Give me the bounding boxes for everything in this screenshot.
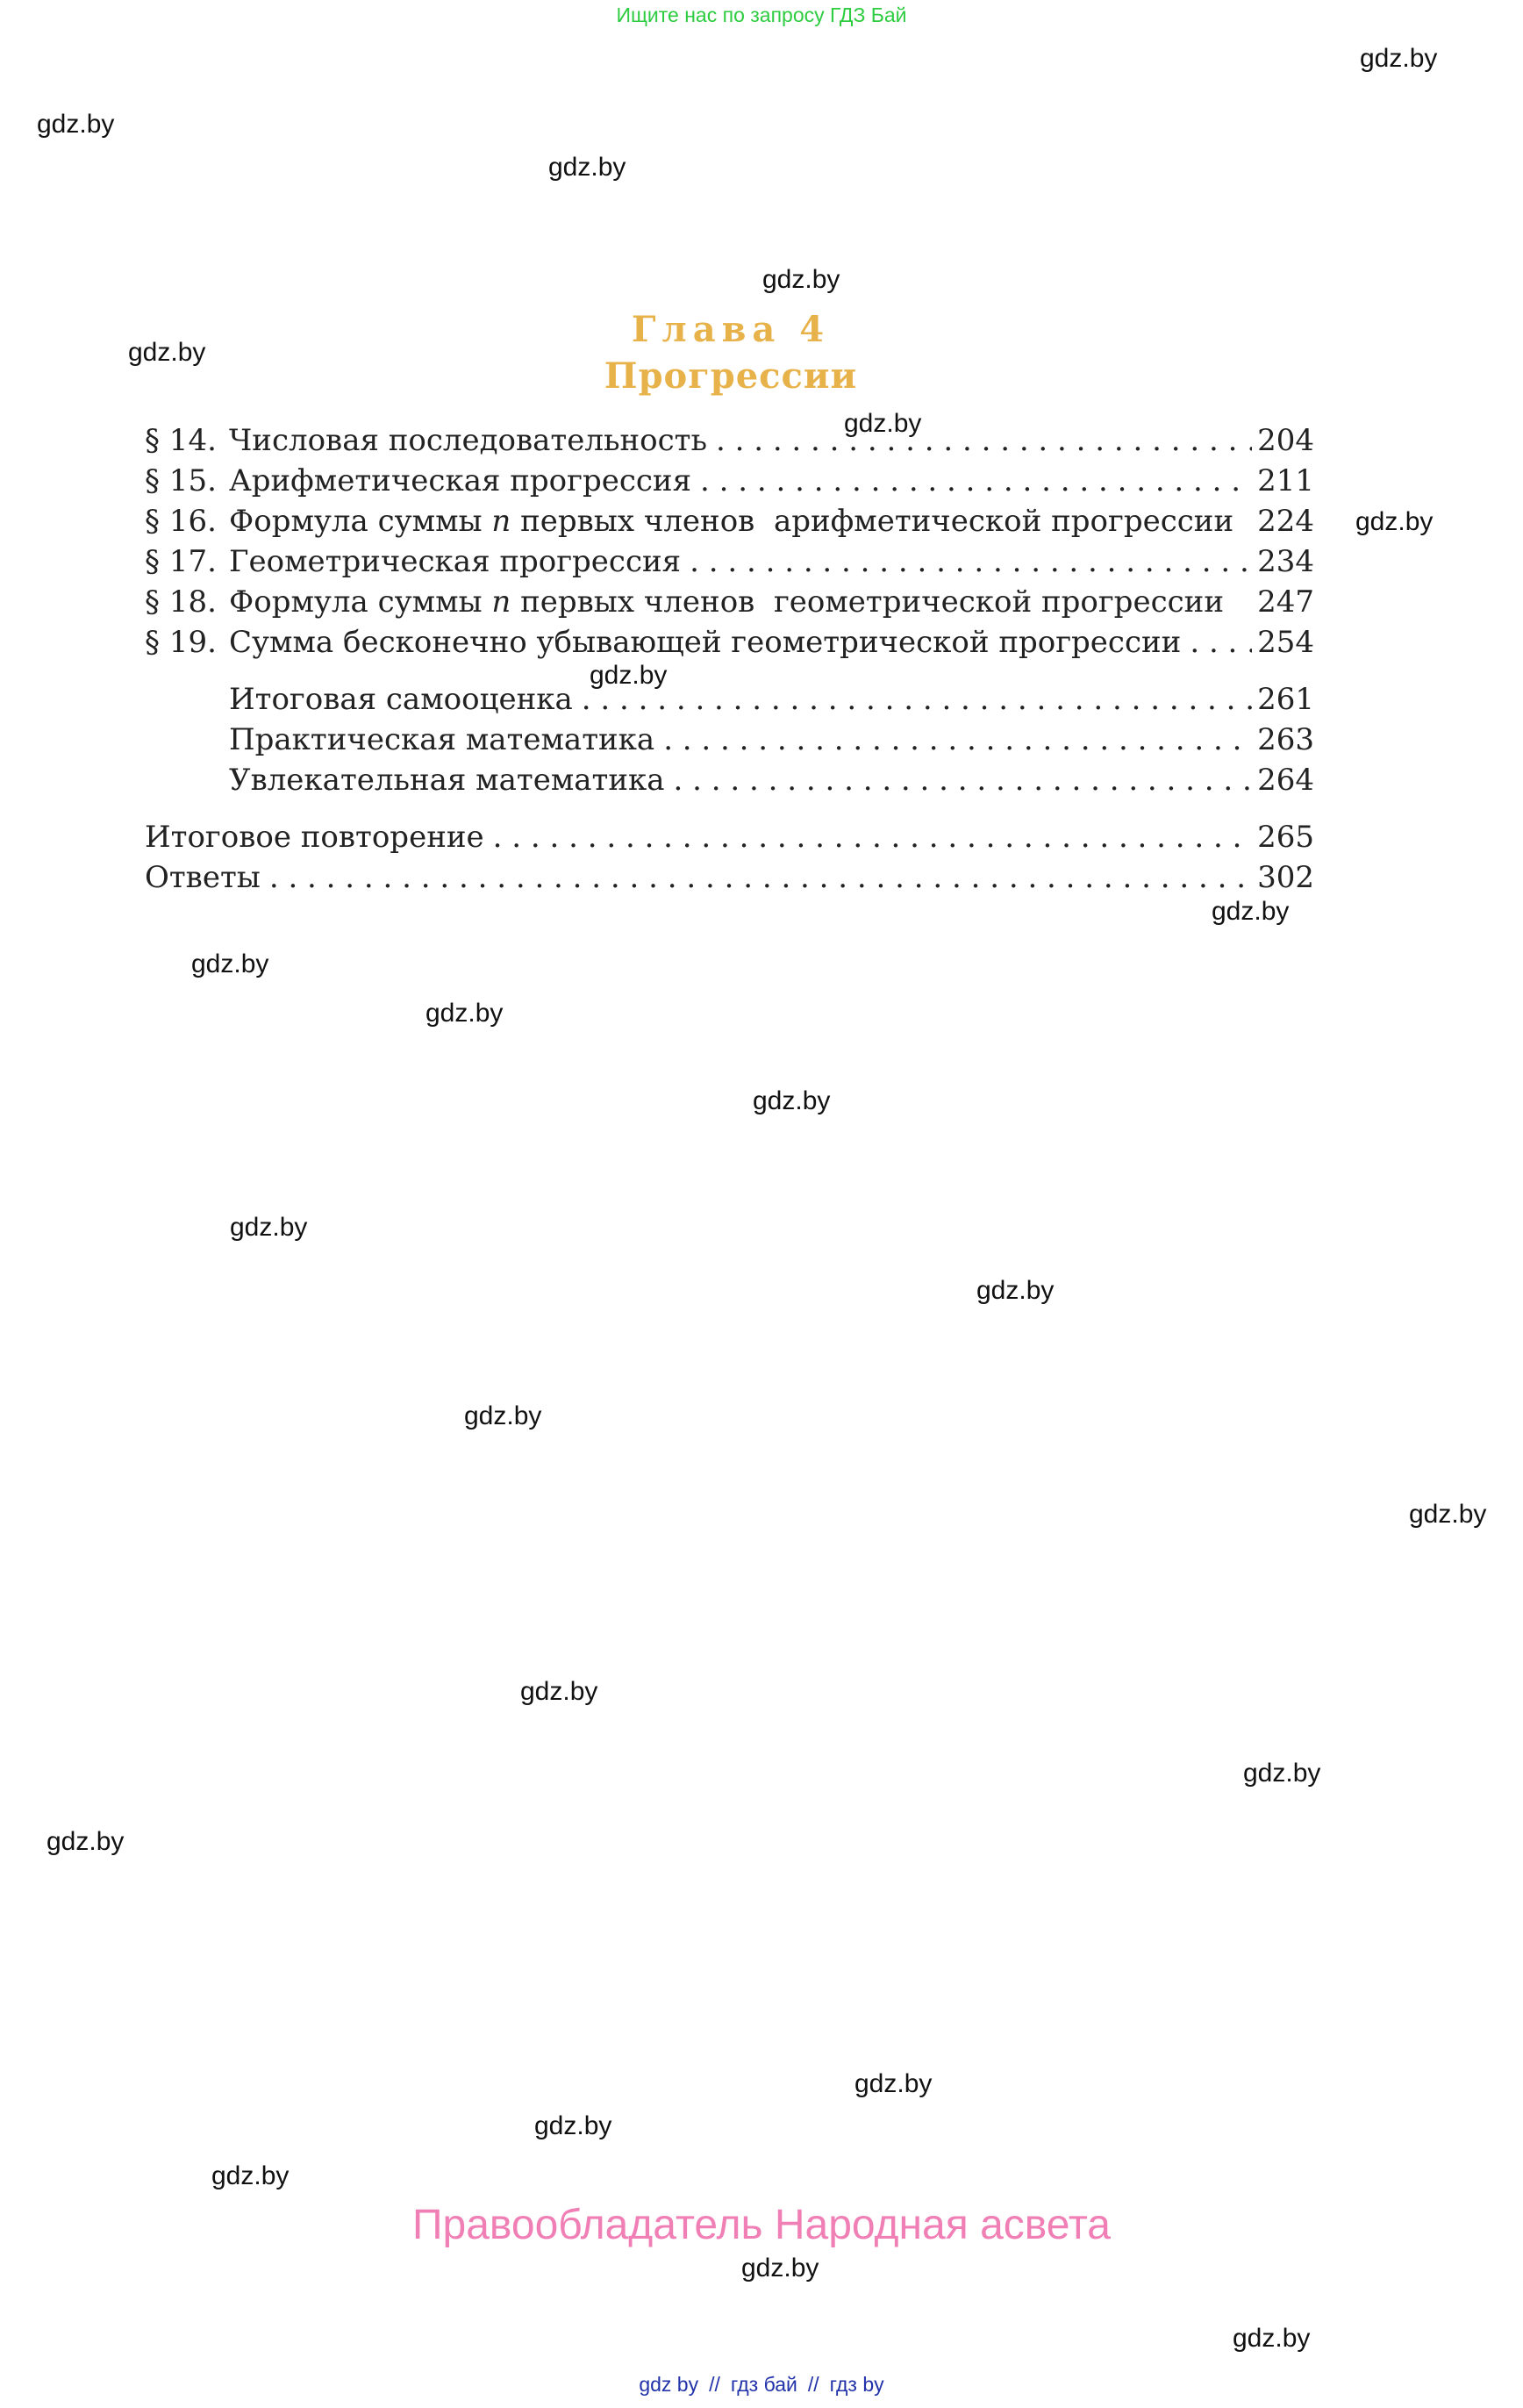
page-number: 234 xyxy=(1257,544,1314,579)
footer-link-gdz-by[interactable]: gdz by xyxy=(639,2373,699,2396)
watermark: gdz.by xyxy=(844,409,922,438)
section-title: Геометрическая прогрессия xyxy=(229,544,682,579)
toc-entry-16[interactable] xyxy=(145,504,1314,544)
toc-entry-19[interactable] xyxy=(145,625,1314,665)
watermark: gdz.by xyxy=(37,110,115,139)
watermark: gdz.by xyxy=(230,1213,308,1242)
section-title: Формула суммы n первых членов геометрической прогрессии xyxy=(229,584,1224,620)
page-number: 261 xyxy=(1257,682,1314,717)
section-title: Сумма бесконечно убывающей геометрической прогрессии xyxy=(229,625,1182,660)
section-number: § 17. xyxy=(145,544,217,579)
page-number: 302 xyxy=(1257,860,1314,895)
watermark: gdz.by xyxy=(1355,507,1434,536)
leader-dots xyxy=(269,860,1252,895)
footer-separator: // xyxy=(807,2373,819,2396)
toc-entry-fun-math[interactable] xyxy=(145,763,1314,803)
section-title: Практическая математика xyxy=(229,722,655,757)
leader-dots xyxy=(582,682,1252,717)
section-title: Итоговая самооценка xyxy=(229,682,573,717)
watermark: gdz.by xyxy=(1409,1500,1487,1529)
footer-separator: // xyxy=(709,2373,720,2396)
toc-entry-self-assessment[interactable] xyxy=(145,682,1314,722)
leader-dots xyxy=(674,763,1253,798)
toc-entry-practical-math[interactable] xyxy=(145,722,1314,763)
watermark: gdz.by xyxy=(1360,44,1438,73)
section-title: Арифметическая прогрессия xyxy=(229,463,692,498)
leader-dots xyxy=(690,544,1252,579)
watermark: gdz.by xyxy=(741,2254,819,2283)
page-number: 265 xyxy=(1257,820,1314,855)
watermark: gdz.by xyxy=(762,265,840,294)
watermark: gdz.by xyxy=(854,2069,933,2098)
watermark: gdz.by xyxy=(425,999,504,1028)
page-number: 247 xyxy=(1257,584,1314,620)
watermark: gdz.by xyxy=(128,338,206,367)
section-title: Увлекательная математика xyxy=(229,763,665,798)
footer-links xyxy=(0,2373,1523,2397)
watermark: gdz.by xyxy=(753,1086,831,1115)
toc-entry-18[interactable] xyxy=(145,584,1314,625)
page-number: 211 xyxy=(1257,463,1314,498)
section-number: § 19. xyxy=(145,625,217,660)
section-number: § 14. xyxy=(145,423,217,458)
footer-link-gdz-bai[interactable]: гдз бай xyxy=(730,2373,797,2396)
toc-entry-14[interactable] xyxy=(145,423,1314,463)
toc-entry-17[interactable] xyxy=(145,544,1314,584)
top-banner: Ищите нас по запросу ГДЗ Бай xyxy=(616,4,907,26)
watermark: gdz.by xyxy=(46,1827,125,1856)
chapter-title: Прогрессии xyxy=(604,355,858,397)
leader-dots xyxy=(493,820,1252,855)
section-number: § 16. xyxy=(145,504,217,539)
page-number: 254 xyxy=(1257,625,1314,660)
watermark: gdz.by xyxy=(1233,2324,1311,2353)
leader-dots xyxy=(716,423,1252,458)
section-title: Итоговое повторение xyxy=(145,820,484,855)
watermark: gdz.by xyxy=(590,661,668,690)
watermark: gdz.by xyxy=(534,2111,612,2140)
section-title: Формула суммы n первых членов арифметической прогрессии xyxy=(229,504,1234,539)
leader-dots xyxy=(700,463,1252,498)
page-number: 204 xyxy=(1257,423,1314,458)
section-number: § 18. xyxy=(145,584,217,620)
watermark: gdz.by xyxy=(976,1276,1055,1305)
watermark: gdz.by xyxy=(1212,897,1290,926)
copyright-holder: Правообладатель Народная асвета xyxy=(412,2202,1111,2248)
watermark: gdz.by xyxy=(464,1401,542,1430)
watermark: gdz.by xyxy=(548,153,626,182)
watermark: gdz.by xyxy=(191,950,269,978)
toc-entry-answers[interactable] xyxy=(145,860,1314,900)
table-of-contents xyxy=(145,423,1314,900)
page-number: 264 xyxy=(1257,763,1314,798)
footer-link-gdz-by-cyr[interactable]: гдз by xyxy=(829,2373,884,2396)
toc-entry-15[interactable] xyxy=(145,463,1314,504)
watermark: gdz.by xyxy=(520,1677,598,1706)
leader-dots xyxy=(1190,625,1252,660)
section-number: § 15. xyxy=(145,463,217,498)
chapter-number: Глава 4 xyxy=(631,309,831,350)
watermark: gdz.by xyxy=(1243,1759,1321,1788)
leader-dots xyxy=(663,722,1252,757)
page-number: 224 xyxy=(1257,504,1314,539)
watermark: gdz.by xyxy=(211,2161,290,2190)
page-number: 263 xyxy=(1257,722,1314,757)
section-title: Ответы xyxy=(145,860,261,895)
section-title: Числовая последовательность xyxy=(229,423,707,458)
toc-entry-final-review[interactable] xyxy=(145,820,1314,860)
